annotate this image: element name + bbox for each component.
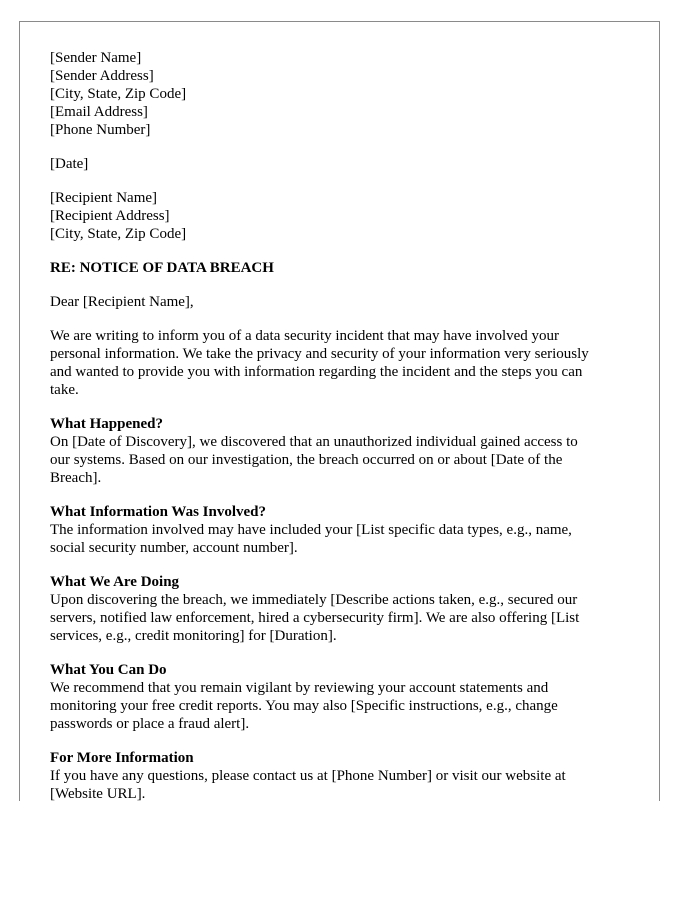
letter-date: [Date] xyxy=(50,156,89,172)
letter-page xyxy=(19,21,660,801)
section-line: our systems. Based on our investigation, the breach occurred on or about [Date of the xyxy=(50,452,563,468)
section-line: Upon discovering the breach, we immediately [Describe actions taken, e.g., secured our xyxy=(50,592,578,608)
intro-paragraph xyxy=(50,327,635,399)
section-line: monitoring your free credit reports. You may also [Specific instructions, e.g., change xyxy=(50,698,558,714)
section-line: services, e.g., credit monitoring] for [Duration]. xyxy=(50,628,337,644)
section-line: [Website URL]. xyxy=(50,786,146,801)
intro-line: We are writing to inform you of a data security incident that may have involved your xyxy=(50,328,560,344)
section-line: social security number, account number]. xyxy=(50,540,298,556)
recipient-address: [Recipient Address] xyxy=(50,208,170,224)
section-line: servers, notified law enforcement, hired a cybersecurity firm]. We are also offering [List xyxy=(50,610,580,626)
section-line: If you have any questions, please contact us at [Phone Number] or visit our website at xyxy=(50,768,566,784)
section-heading: What Information Was Involved? xyxy=(50,504,267,520)
section-line: We recommend that you remain vigilant by reviewing your account statements and xyxy=(50,680,549,696)
section-heading: What You Can Do xyxy=(50,662,167,678)
intro-line: personal information. We take the privacy and security of your information very seriously xyxy=(50,346,589,362)
section-line: Breach]. xyxy=(50,470,102,486)
recipient-block xyxy=(50,189,635,243)
section-line: On [Date of Discovery], we discovered that an unauthorized individual gained access to xyxy=(50,434,578,450)
sender-address: [Sender Address] xyxy=(50,68,154,84)
subject-line: RE: NOTICE OF DATA BREACH xyxy=(50,260,274,276)
sender-city-state-zip: [City, State, Zip Code] xyxy=(50,86,187,102)
sender-phone: [Phone Number] xyxy=(50,122,151,138)
salutation-block xyxy=(50,293,635,311)
section-what-you-can-do xyxy=(50,661,635,733)
intro-line: take. xyxy=(50,382,79,398)
section-what-happened xyxy=(50,415,635,487)
sender-email: [Email Address] xyxy=(50,104,148,120)
sender-block xyxy=(50,49,635,139)
section-heading: What We Are Doing xyxy=(50,574,180,590)
section-what-we-are-doing xyxy=(50,573,635,645)
sender-name: [Sender Name] xyxy=(50,50,142,66)
recipient-city-state-zip: [City, State, Zip Code] xyxy=(50,226,187,242)
section-information-involved xyxy=(50,503,635,557)
intro-line: and wanted to provide you with information regarding the incident and the steps you can xyxy=(50,364,583,380)
date-block xyxy=(50,155,635,173)
letter-content xyxy=(50,49,635,801)
section-line: The information involved may have included your [List specific data types, e.g., name, xyxy=(50,522,572,538)
section-heading: What Happened? xyxy=(50,416,163,432)
section-heading: For More Information xyxy=(50,750,194,766)
section-more-information xyxy=(50,749,635,801)
salutation: Dear [Recipient Name], xyxy=(50,294,194,310)
recipient-name: [Recipient Name] xyxy=(50,190,158,206)
subject-block xyxy=(50,259,635,277)
section-line: passwords or place a fraud alert]. xyxy=(50,716,250,732)
